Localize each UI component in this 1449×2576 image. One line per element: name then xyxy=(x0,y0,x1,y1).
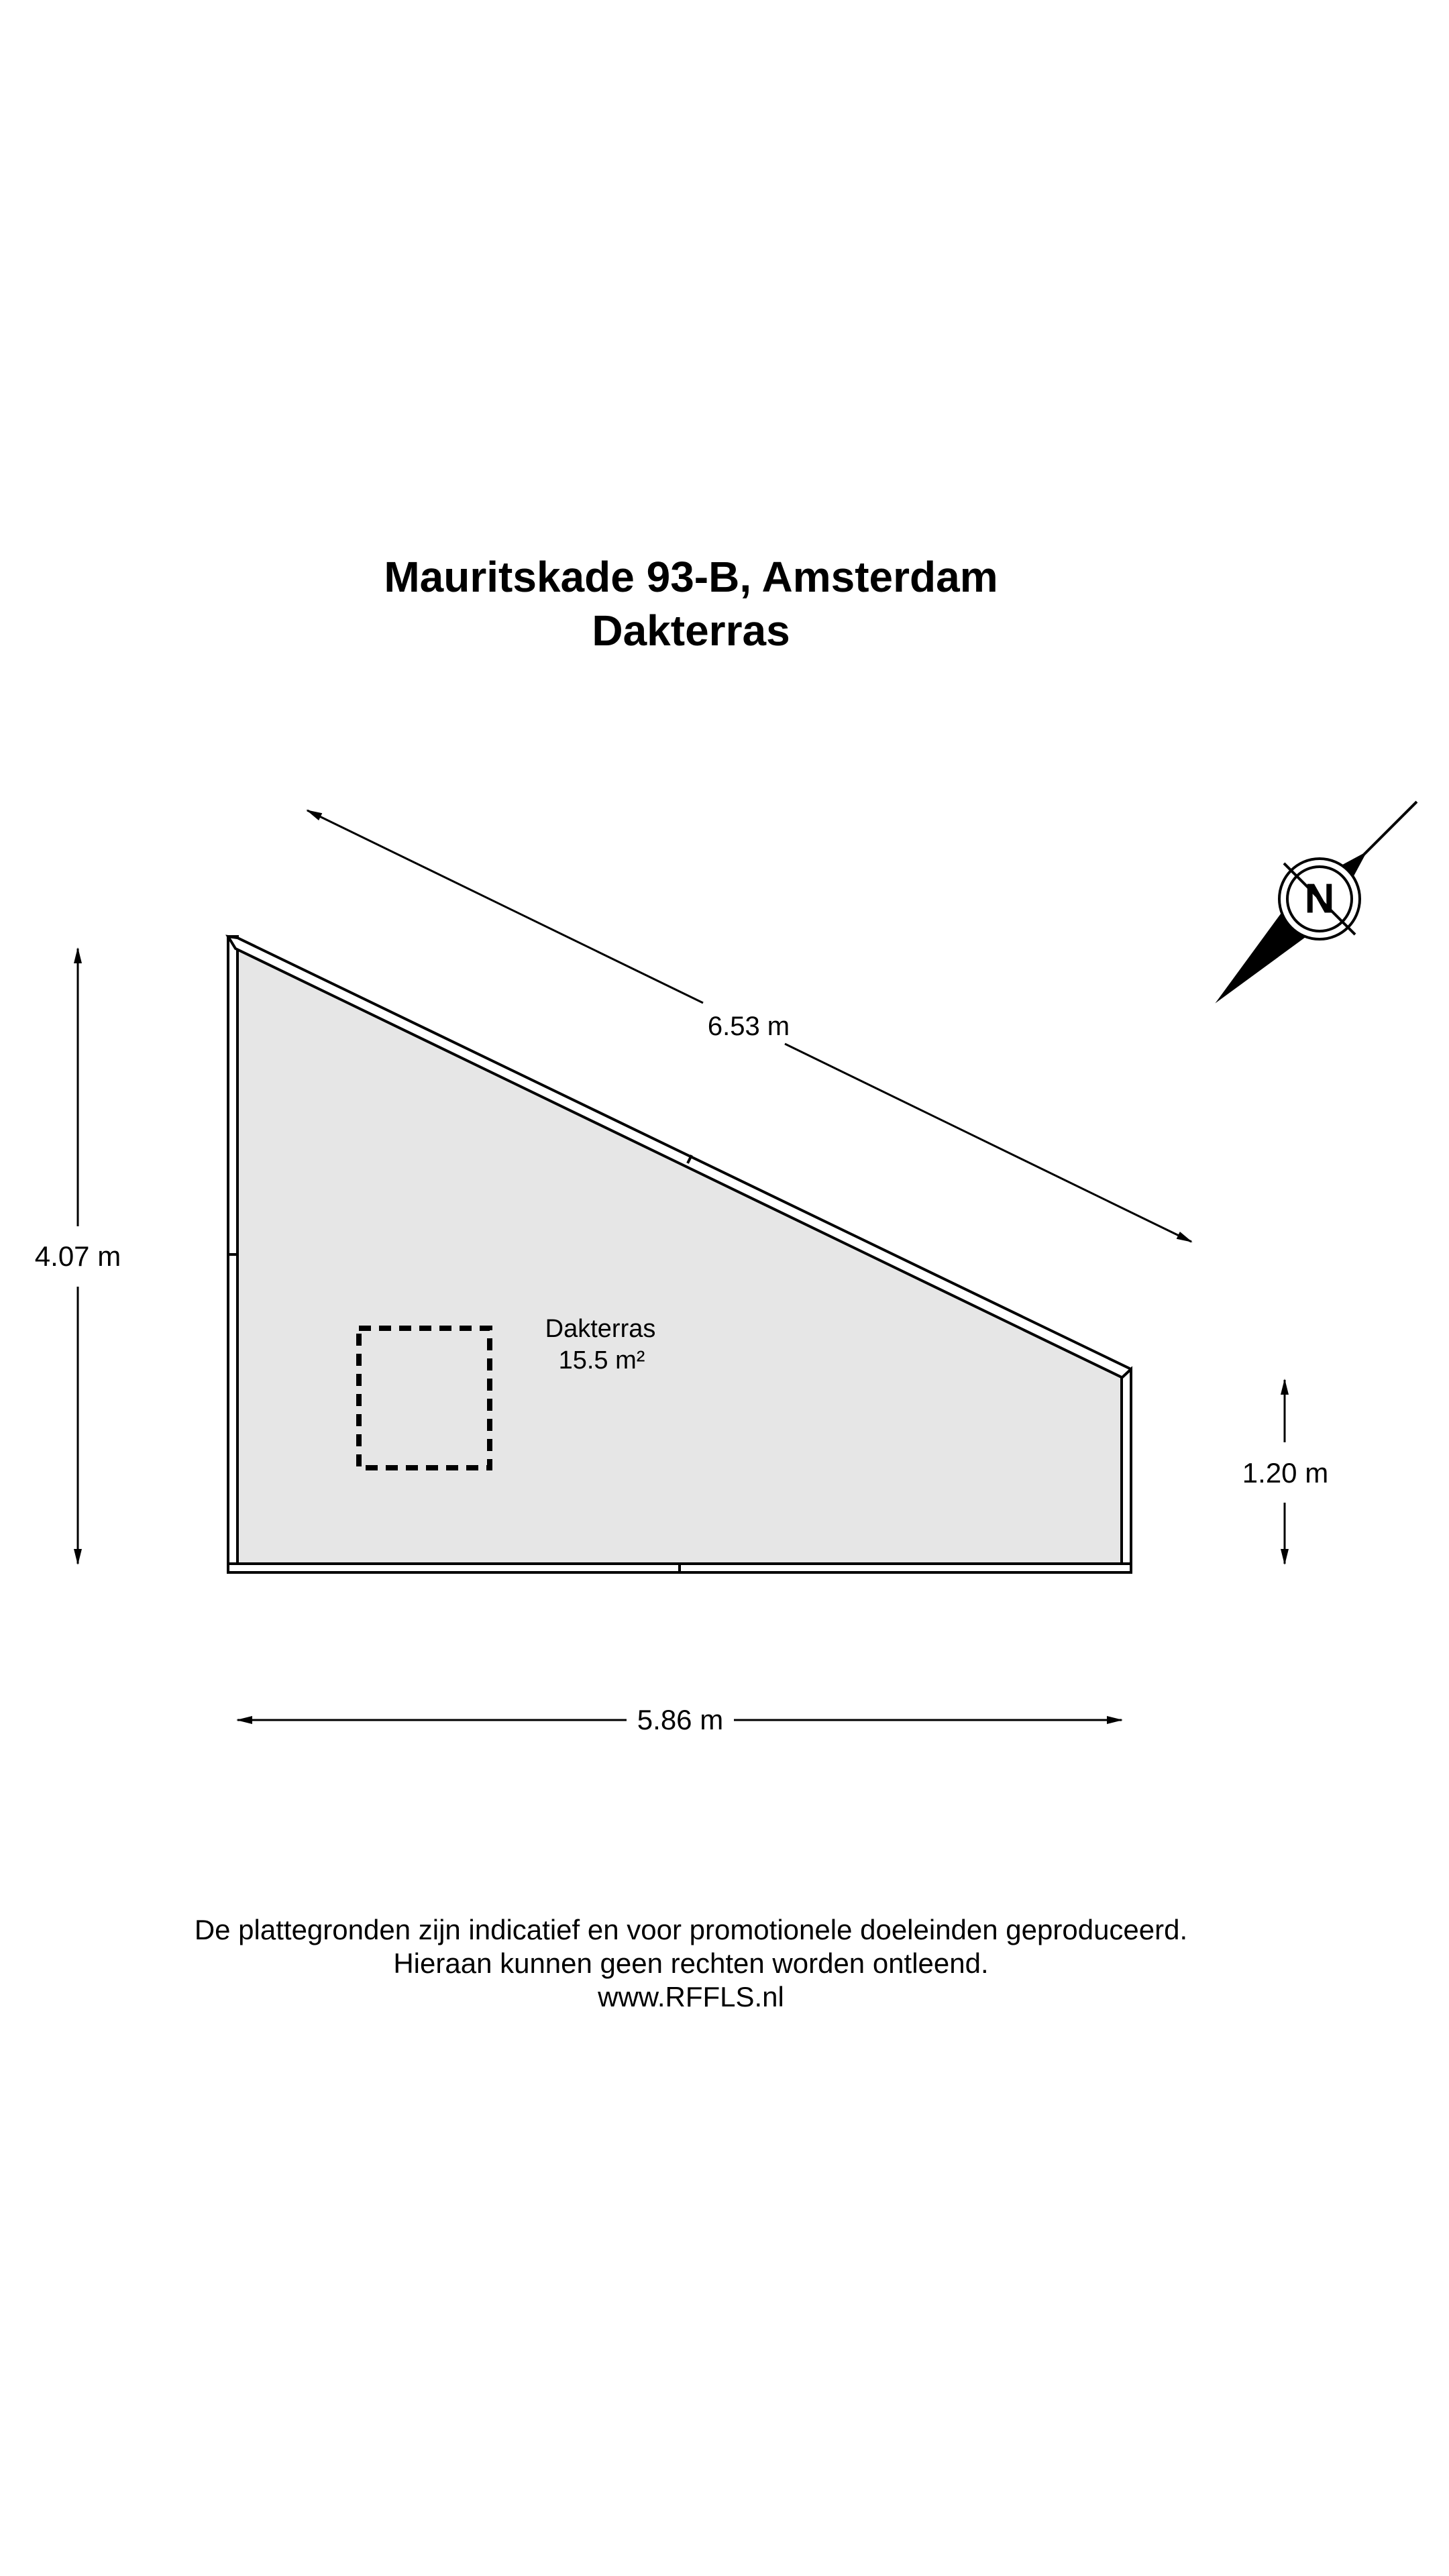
dimension-diagonal-line-a xyxy=(307,810,703,1003)
compass-letter: N xyxy=(1304,875,1335,922)
room-area-label: 15.5 m² xyxy=(558,1346,645,1375)
dimension-diagonal-line-b xyxy=(785,1044,1191,1242)
website-link[interactable]: www.RFFLS.nl xyxy=(598,1981,784,2012)
dimension-right-label: 1.20 m xyxy=(1242,1457,1329,1489)
disclaimer-line-1: De plattegronden zijn indicatief en voor promotionele doeleinden geproduceerd. xyxy=(194,1914,1188,1945)
room-floor xyxy=(235,948,1124,1564)
dimension-bottom-label: 5.86 m xyxy=(637,1704,724,1735)
wall-right xyxy=(1122,1369,1131,1572)
page-title: Mauritskade 93-B, Amsterdam xyxy=(384,553,998,601)
dimension-diagonal-label: 6.53 m xyxy=(707,1012,790,1041)
room-name-label: Dakterras xyxy=(545,1315,656,1343)
floor-name: Dakterras xyxy=(592,606,790,655)
wall-left xyxy=(228,936,237,1564)
disclaimer-line-2: Hieraan kunnen geen rechten worden ontleend. xyxy=(393,1947,989,1979)
disclaimer xyxy=(0,1913,1382,2014)
north-arrow-icon xyxy=(1179,766,1449,1039)
dimension-left-label: 4.07 m xyxy=(34,1240,121,1272)
